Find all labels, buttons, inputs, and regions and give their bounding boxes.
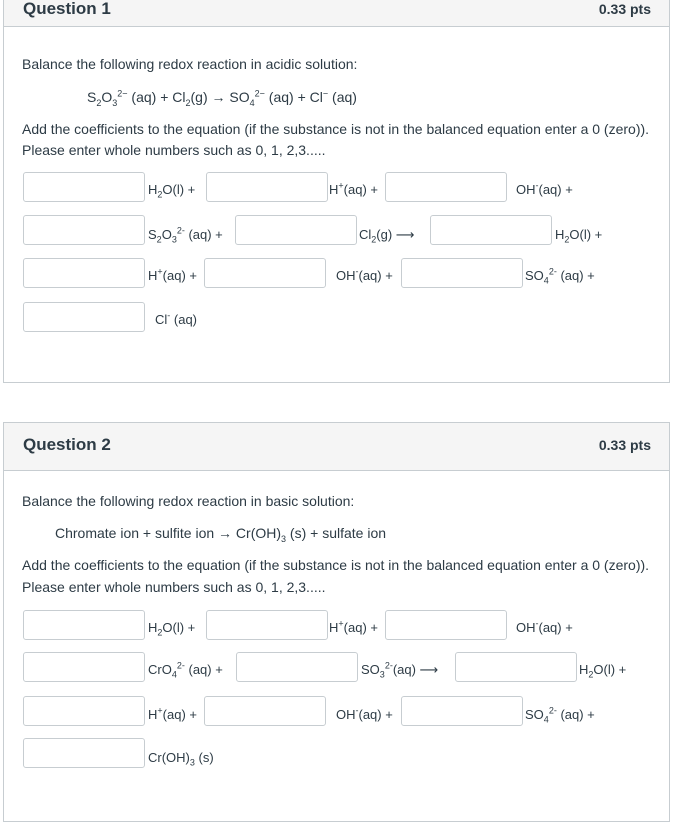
q1-coef-input-5[interactable] <box>235 215 357 245</box>
q1-label-oh-right: OH-(aq) + <box>336 266 393 283</box>
q1-instructions-1: Add the coefficients to the equation (if the substance is not in the balanced equation enter a 0 (zero)). <box>22 121 650 137</box>
q1-label-h-plus-right: H+(aq) + <box>148 266 197 283</box>
question-2-title: Question 2 <box>23 435 111 454</box>
q2-label-chromate: CrO$_4^{2-}$ (aq) + <box>148 660 223 680</box>
q1-coef-input-3[interactable] <box>385 172 507 202</box>
q1-coef-input-10[interactable] <box>23 302 145 332</box>
question-1-points: 0.33 pts <box>598 1 651 17</box>
q1-coef-input-6[interactable] <box>430 215 552 245</box>
q2-coef-input-8[interactable] <box>204 696 326 726</box>
q1-label-h-plus: H+(aq) + <box>329 180 378 197</box>
q2-coef-input-4[interactable] <box>23 652 145 682</box>
q2-label-h2o-left: $H_2O(l)$ + <box>148 620 196 638</box>
q2-coef-input-9[interactable] <box>401 696 523 726</box>
q2-label-h2o-right: $H_2O(l)$ + <box>579 662 627 680</box>
q2-label-sulfite: $SO_3^{2-}(aq)$ ⟶ <box>361 660 439 680</box>
q1-prompt: Balance the following redox reaction in acidic solution: <box>22 56 358 72</box>
q1-label-sulfate: $SO_4^{2-}$ (aq) + <box>525 266 595 286</box>
q2-label-sulfate: $SO_4^{2-}$ (aq) + <box>525 705 595 725</box>
q2-label-h-plus-right: H+(aq) + <box>148 705 197 722</box>
q2-coef-input-6[interactable] <box>455 652 577 682</box>
q1-label-h2o-left: $H_2O(l)$ + <box>148 182 196 200</box>
q2-label-oh-right: OH-(aq) + <box>336 705 393 722</box>
q1-coef-input-7[interactable] <box>23 258 145 288</box>
question-1-title: Question 1 <box>23 0 111 18</box>
q2-coef-input-5[interactable] <box>236 652 358 682</box>
q2-coef-input-2[interactable] <box>206 610 328 640</box>
q2-instructions-2: Please enter whole numbers such as 0, 1, 2,3..... <box>22 579 326 595</box>
question-2-points: 0.33 pts <box>598 437 651 453</box>
q2-label-oh-left: OH-(aq) + <box>516 618 573 635</box>
question-1-header <box>4 0 669 27</box>
q1-label-oh-left: OH-(aq) + <box>516 180 573 197</box>
q1-instructions-2: Please enter whole numbers such as 0, 1, 2,3..... <box>22 142 326 158</box>
q1-coef-input-1[interactable] <box>23 172 145 202</box>
q1-coef-input-8[interactable] <box>204 258 326 288</box>
q2-prompt: Balance the following redox reaction in basic solution: <box>22 493 355 509</box>
question-2-header <box>4 423 669 471</box>
q1-label-chloride: Cl- (aq) <box>155 310 198 327</box>
q2-coef-input-3[interactable] <box>385 610 507 640</box>
q2-label-chromium-hydroxide: $Cr(OH)_3$ (s) <box>148 750 214 768</box>
q2-coef-input-1[interactable] <box>23 610 145 640</box>
q2-label-h-plus: H+(aq) + <box>329 618 378 635</box>
q1-equation: $S_2O_3^{2-}$ $(aq) + Cl_2(g) \to SO_4^{2-}$ (aq) + Cl− (aq) <box>87 88 357 108</box>
q2-coef-input-10[interactable] <box>23 738 145 768</box>
q1-coef-input-2[interactable] <box>206 172 328 202</box>
q1-coef-input-4[interactable] <box>23 215 145 245</box>
q2-equation: Chromate ion + sulfite ion → $Cr(OH)_3$ (s) + sulfate ion <box>55 525 387 544</box>
q1-label-h2o-right: $H_2O(l)$ + <box>555 227 603 245</box>
q2-coef-input-7[interactable] <box>23 696 145 726</box>
q1-label-cl2: $Cl_2(g)$ ⟶ <box>359 227 415 245</box>
q1-coef-input-9[interactable] <box>401 258 523 288</box>
q1-label-thiosulfate: $S_2O_3^{2-}$ (aq) + <box>148 225 223 245</box>
q2-instructions-1: Add the coefficients to the equation (if the substance is not in the balanced equation enter a 0 (zero)). <box>22 557 650 573</box>
